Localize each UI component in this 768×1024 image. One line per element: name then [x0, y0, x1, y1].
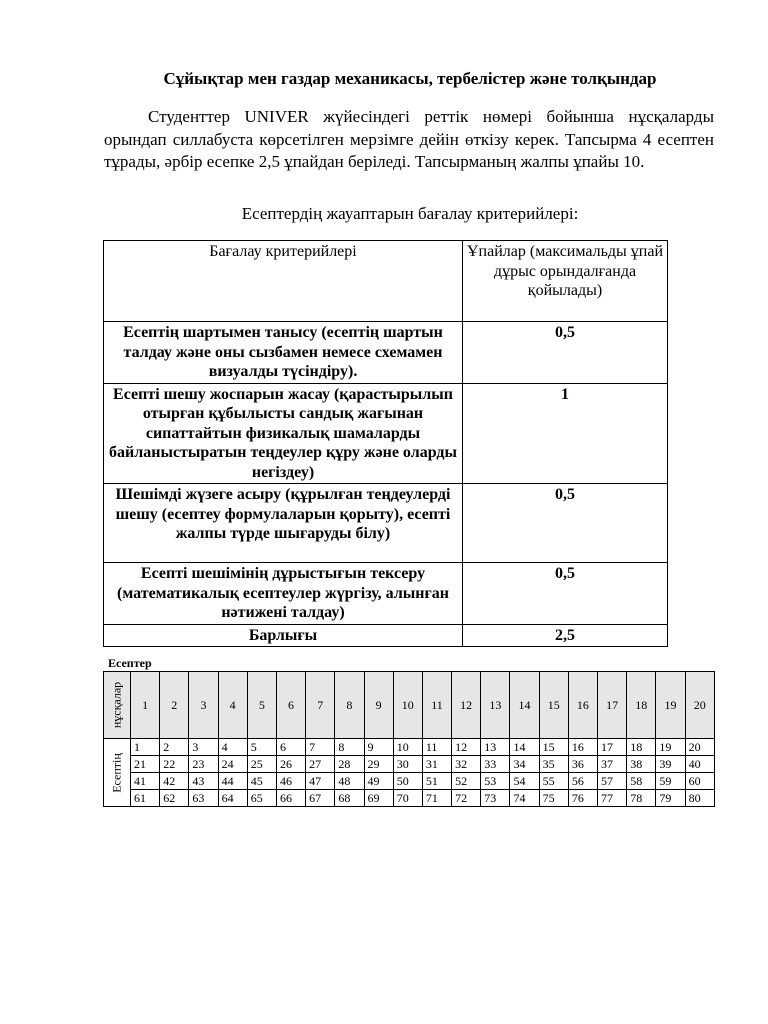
task-number-cell: 44 — [218, 773, 247, 790]
document-title: Сұйықтар мен газдар механикасы, тербелістер және толқындар — [163, 69, 657, 88]
task-number-cell: 16 — [568, 739, 597, 756]
task-number-cell: 72 — [452, 790, 481, 807]
task-number-cell: 15 — [539, 739, 568, 756]
task-number-cell: 2 — [160, 739, 189, 756]
variant-number-cell: 11 — [422, 672, 451, 739]
criteria-row — [104, 484, 668, 563]
task-number-cell: 53 — [481, 773, 510, 790]
task-number-cell: 76 — [568, 790, 597, 807]
intro-paragraph: Студенттер UNIVER жүйесіндегі реттік нөмері бойынша нұсқаларды орындап силлабуста көрсетілген мерзімге дейін өткізу керек. Тапсырма 4 есептен тұрады, әрбір есепке 2,5 ұпайдан беріледі. Тапсырманың жалпы ұпайы 10. — [104, 107, 714, 171]
variant-number-cell: 1 — [131, 672, 160, 739]
task-number-cell: 46 — [276, 773, 305, 790]
task-number-cell: 17 — [598, 739, 627, 756]
tasks-row-label-cell — [104, 739, 131, 807]
criteria-cell: Шешімді жүзеге асыру (құрылған теңдеулерді шешу (есептеу формулаларын қорыту), есепті жалпы түрде шығаруды білу) — [104, 484, 463, 563]
task-number-cell: 23 — [189, 756, 218, 773]
task-numbers-row — [104, 739, 715, 756]
variant-number-cell: 2 — [160, 672, 189, 739]
points-cell: 0,5 — [463, 563, 668, 625]
task-number-cell: 8 — [335, 739, 364, 756]
variant-number-cell: 7 — [306, 672, 335, 739]
criteria-header-criteria: Бағалау критерийлері — [104, 241, 463, 322]
variant-number-cell: 20 — [685, 672, 714, 739]
criteria-cell: Есепті шешімінің дұрыстығын тексеру (математикалық есептеулер жүргізу, алынған нәтижені талдау) — [104, 563, 463, 625]
variant-number-cell: 15 — [539, 672, 568, 739]
criteria-cell: Есептің шартымен танысу (есептің шартын талдау және оны сызбамен немесе схемамен визуалды түсіндіру). — [104, 322, 463, 384]
criteria-header-points: Ұпайлар (максимальды ұпай дұрыс орындалғанда қойылады) — [463, 241, 668, 322]
task-number-cell: 56 — [568, 773, 597, 790]
task-number-cell: 54 — [510, 773, 539, 790]
variants-header-row — [104, 672, 715, 739]
task-number-cell: 75 — [539, 790, 568, 807]
task-number-cell: 11 — [422, 739, 451, 756]
task-number-cell: 25 — [247, 756, 276, 773]
task-number-cell: 34 — [510, 756, 539, 773]
task-number-cell: 1 — [131, 739, 160, 756]
variant-number-cell: 16 — [568, 672, 597, 739]
task-number-cell: 77 — [598, 790, 627, 807]
variant-number-cell: 3 — [189, 672, 218, 739]
task-number-cell: 43 — [189, 773, 218, 790]
task-number-cell: 10 — [393, 739, 422, 756]
task-number-cell: 49 — [364, 773, 393, 790]
criteria-row — [104, 383, 668, 484]
task-number-cell: 20 — [685, 739, 714, 756]
task-number-cell: 64 — [218, 790, 247, 807]
task-number-cell: 45 — [247, 773, 276, 790]
criteria-cell: Есепті шешу жоспарын жасау (қарастырылып отырған құбылысты сандық жағынан сипаттайтын физикалық шамаларды байланыстыратын теңдеулер құру және оларды негіздеу) — [104, 383, 463, 484]
task-number-cell: 29 — [364, 756, 393, 773]
task-number-cell: 32 — [452, 756, 481, 773]
task-number-cell: 36 — [568, 756, 597, 773]
task-number-cell: 74 — [510, 790, 539, 807]
task-number-cell: 48 — [335, 773, 364, 790]
task-number-cell: 37 — [598, 756, 627, 773]
variants-row-label: нұсқалар — [109, 681, 124, 729]
variant-number-cell: 4 — [218, 672, 247, 739]
variant-number-cell: 17 — [598, 672, 627, 739]
task-number-cell: 68 — [335, 790, 364, 807]
task-number-cell: 42 — [160, 773, 189, 790]
task-number-cell: 71 — [422, 790, 451, 807]
task-number-cell: 38 — [627, 756, 656, 773]
variant-number-cell: 18 — [627, 672, 656, 739]
variant-number-cell: 10 — [393, 672, 422, 739]
task-number-cell: 5 — [247, 739, 276, 756]
task-number-cell: 12 — [452, 739, 481, 756]
variant-number-cell: 19 — [656, 672, 685, 739]
variant-number-cell: 5 — [247, 672, 276, 739]
task-number-cell: 59 — [656, 773, 685, 790]
task-number-cell: 70 — [393, 790, 422, 807]
task-number-cell: 35 — [539, 756, 568, 773]
criteria-row — [104, 563, 668, 625]
task-number-cell: 40 — [685, 756, 714, 773]
points-cell: 0,5 — [463, 322, 668, 384]
total-label: Барлығы — [104, 624, 463, 647]
task-numbers-row — [104, 790, 715, 807]
criteria-row — [104, 322, 668, 384]
task-number-cell: 30 — [393, 756, 422, 773]
task-number-cell: 66 — [276, 790, 305, 807]
task-number-cell: 69 — [364, 790, 393, 807]
task-number-cell: 39 — [656, 756, 685, 773]
tasks-table — [103, 671, 715, 807]
task-number-cell: 18 — [627, 739, 656, 756]
task-number-cell: 57 — [598, 773, 627, 790]
task-number-cell: 28 — [335, 756, 364, 773]
variant-number-cell: 8 — [335, 672, 364, 739]
tasks-row-label: Есептің — [109, 752, 124, 793]
task-number-cell: 47 — [306, 773, 335, 790]
task-numbers-row — [104, 756, 715, 773]
task-number-cell: 62 — [160, 790, 189, 807]
task-number-cell: 80 — [685, 790, 714, 807]
task-number-cell: 67 — [306, 790, 335, 807]
variant-number-cell: 13 — [481, 672, 510, 739]
task-number-cell: 51 — [422, 773, 451, 790]
task-number-cell: 52 — [452, 773, 481, 790]
task-number-cell: 55 — [539, 773, 568, 790]
task-number-cell: 31 — [422, 756, 451, 773]
task-number-cell: 79 — [656, 790, 685, 807]
task-numbers-row — [104, 773, 715, 790]
task-number-cell: 78 — [627, 790, 656, 807]
criteria-total-row — [104, 624, 668, 647]
task-number-cell: 4 — [218, 739, 247, 756]
task-number-cell: 3 — [189, 739, 218, 756]
task-number-cell: 13 — [481, 739, 510, 756]
task-number-cell: 24 — [218, 756, 247, 773]
points-cell: 1 — [463, 383, 668, 484]
criteria-subtitle: Есептердің жауаптарын бағалау критерийлері: — [241, 204, 579, 223]
criteria-header-row — [104, 241, 668, 322]
task-number-cell: 33 — [481, 756, 510, 773]
points-cell: 0,5 — [463, 484, 668, 563]
variants-row-label-cell — [104, 672, 131, 739]
variant-number-cell: 6 — [276, 672, 305, 739]
task-number-cell: 9 — [364, 739, 393, 756]
task-number-cell: 21 — [131, 756, 160, 773]
task-number-cell: 60 — [685, 773, 714, 790]
task-number-cell: 22 — [160, 756, 189, 773]
variant-number-cell: 12 — [452, 672, 481, 739]
tasks-label: Есептер — [108, 656, 152, 670]
task-number-cell: 65 — [247, 790, 276, 807]
task-number-cell: 27 — [306, 756, 335, 773]
task-number-cell: 73 — [481, 790, 510, 807]
task-number-cell: 41 — [131, 773, 160, 790]
task-number-cell: 61 — [131, 790, 160, 807]
criteria-table — [103, 240, 668, 647]
total-points: 2,5 — [463, 624, 668, 647]
task-number-cell: 14 — [510, 739, 539, 756]
task-number-cell: 6 — [276, 739, 305, 756]
task-number-cell: 7 — [306, 739, 335, 756]
variant-number-cell: 14 — [510, 672, 539, 739]
variant-number-cell: 9 — [364, 672, 393, 739]
task-number-cell: 63 — [189, 790, 218, 807]
task-number-cell: 58 — [627, 773, 656, 790]
task-number-cell: 26 — [276, 756, 305, 773]
task-number-cell: 50 — [393, 773, 422, 790]
task-number-cell: 19 — [656, 739, 685, 756]
